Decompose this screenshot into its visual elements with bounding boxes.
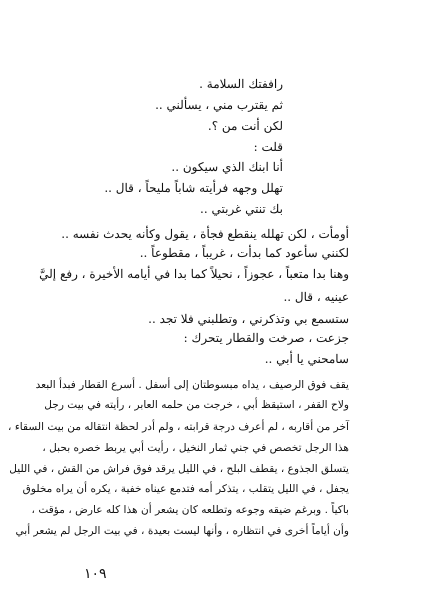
text-line: ستسمع بي وتذكرني ، وتطلبني فلا تجد .. bbox=[148, 312, 349, 326]
text-line: وأن أياماً أخرى في انتظاره ، وأنها ليست بعيدة ، في بيت الرجل لم يشعر أبي bbox=[15, 525, 349, 537]
text-line: أنا ابنك الذي سيكون .. bbox=[171, 160, 283, 174]
text-line: ولاح القفر ، استيقظ أبي ، خرجت من حلمه العابر ، رأيته في بيت رجل bbox=[44, 399, 349, 411]
text-line: يجفل ، في الليل يتقلب ، يتذكر أمه فتدمع عيناه خفية ، يكره أن يراه مخلوق bbox=[22, 483, 349, 495]
text-line: لكنني سأعود كما بدأت ، غريباً ، مقطوعاً .. bbox=[139, 246, 349, 260]
text-line: وهنا بدا متعباً ، عجوزاً ، نحيلاً كما بدا في أيامه الأخيرة ، رفع إليَّ bbox=[39, 267, 349, 281]
text-line: عينيه ، قال .. bbox=[283, 290, 349, 304]
text-line: راففتك السلامة . bbox=[199, 77, 283, 91]
text-line: جزعت ، صرخت والقطار يتحرك : bbox=[183, 331, 349, 345]
text-line: لكن أنت من ؟. bbox=[207, 119, 283, 133]
text-line: تهلل وجهه فرأيته شاباً مليحاً ، قال .. bbox=[104, 181, 283, 195]
text-line: بك تنتي غربتي .. bbox=[200, 202, 283, 216]
text-line: أومأت ، لكن تهلله ينقطع فجأة ، يقول وكأنه يحدث نفسه .. bbox=[61, 227, 349, 241]
text-line: هذا الرجل تخصص في جني ثمار النخيل ، رأيت أبي يربط خصره بحبل ، bbox=[42, 442, 349, 454]
text-line: آخر من أقاربه ، لم أعرف درجة قرابته ، ولم أدر لحظة انتقاله من بيت السقاء ، bbox=[8, 421, 349, 433]
text-line: يقف فوق الرصيف ، يداه مبسوطتان إلى أسفل . أسرع القطار فبدأ البعد bbox=[35, 379, 349, 391]
text-line: باكياً . وبرغم ضيقه وجوعه وتطلعه كان يشعر أن هذا كله عارض ، مؤقت ، bbox=[31, 504, 349, 516]
text-line: ثم يقترب مني ، يسألني .. bbox=[155, 98, 283, 112]
page-number: ١٠٩ bbox=[84, 566, 107, 582]
text-line: سامحني يا أبي .. bbox=[264, 352, 349, 366]
text-line: يتسلق الجذوع ، يقطف البلح ، في الليل يرقد فوق فراش من القش ، في الليل bbox=[9, 463, 349, 475]
text-line: قلت : bbox=[253, 140, 283, 154]
